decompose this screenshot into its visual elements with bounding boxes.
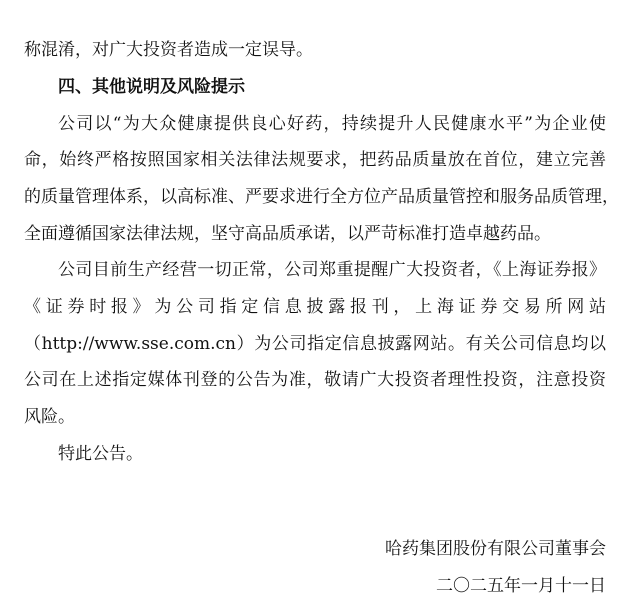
announcement-date: 二〇二五年一月十一日 <box>436 576 606 596</box>
paragraph-1-line-4: 全面遵循国家法律法规，坚守高品质承诺，以严苛标准打造卓越药品。 <box>24 224 551 244</box>
signatory: 哈药集团股份有限公司董事会 <box>385 539 606 559</box>
paragraph-2-line-2: 《证券时报》为公司指定信息披露报刊，上海证券交易所网站 <box>24 297 606 317</box>
paragraph-2-line-5: 风险。 <box>24 407 75 427</box>
section-heading: 四、其他说明及风险提示 <box>58 77 245 97</box>
paragraph-2-line-3: （http://www.sse.com.cn）为公司指定信息披露网站。有关公司信息均以 <box>24 334 606 354</box>
paragraph-1-line-1: 公司以“为大众健康提供良心好药，持续提升人民健康水平”为企业使 <box>58 114 606 134</box>
paragraph-1-line-2: 命，始终严格按照国家相关法律法规要求，把药品质量放在首位，建立完善 <box>24 150 606 170</box>
continuation-line: 称混淆，对广大投资者造成一定误导。 <box>24 40 313 60</box>
paragraph-2-line-4: 公司在上述指定媒体刊登的公告为准，敬请广大投资者理性投资，注意投资 <box>24 370 606 390</box>
paragraph-2-line-1: 公司目前生产经营一切正常，公司郑重提醒广大投资者，《上海证券报》 <box>58 260 606 280</box>
paragraph-1-line-3: 的质量管理体系，以高标准、严要求进行全方位产品质量管控和服务品质管理， <box>24 187 619 207</box>
closing-line: 特此公告。 <box>58 444 143 464</box>
